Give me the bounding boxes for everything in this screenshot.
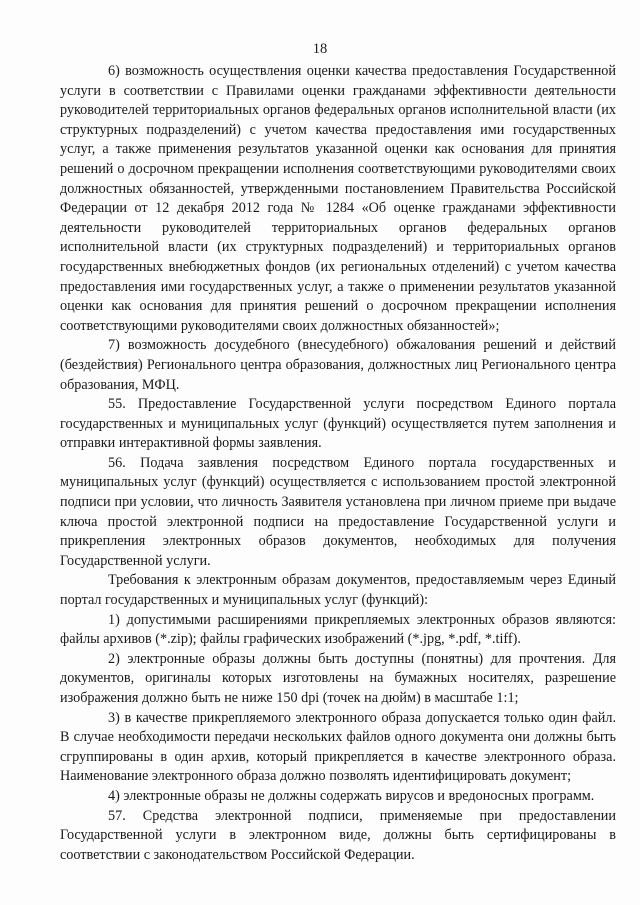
paragraph-requirement-2: 2) электронные образы должны быть доступны (понятны) для прочтения. Для документов, оригиналы которых изготовлены на бумажных носителях, разрешение изображения должно быть не ниже 150 dpi (точек на дюйм) в масштабе 1:1; — [60, 650, 616, 706]
paragraph-requirements-intro: Требования к электронным образам документов, предоставляемым через Единый портал государственных и муниципальных услуг (функций): — [60, 572, 616, 609]
page-number: 18 — [312, 41, 328, 57]
paragraph-clause-57: 57. Средства электронной подписи, применяемые при предоставлении Государственной услуги в электронном виде, должны быть сертифицированы в соответствии с законодательством Российской Федерации. — [60, 807, 616, 863]
paragraph-requirement-4: 4) электронные образы не должны содержать вирусов и вредоносных программ. — [108, 787, 595, 804]
paragraph-clause-55: 55. Предоставление Государственной услуги посредством Единого портала государственных и муниципальных услуг (функций) осуществляется путем заполнения и отправки интерактивной формы заявления. — [60, 396, 616, 452]
paragraph-item-7: 7) возможность досудебного (внесудебного) обжалования решений и действий (бездействия) Регионального центра образования, должностных лиц Регионального центра образования, МФЦ. — [60, 337, 616, 393]
paragraph-requirement-3: 3) в качестве прикрепляемого электронного образа допускается только один файл. В случае необходимости передачи нескольких файлов одного документа они должны быть сгруппированы в один архив, который прикрепляется в качестве электронного образа. Наименование электронного образа должно позволять идентифицировать документ; — [60, 709, 616, 785]
paragraph-requirement-1: 1) допустимыми расширениями прикрепляемых электронных образов являются: файлы архивов (*.zip); файлы графических изображений (*.jpg, *.pdf, *.tiff). — [60, 611, 616, 648]
paragraph-item-6: 6) возможность осуществления оценки качества предоставления Государственной услуги в соответствии с Правилами оценки гражданами эффективности деятельности руководителей территориальных органов федеральных органов исполнительной власти (их структурных подразделений) с учетом качества предоставления ими государственных услуг, а также применения результатов указанной оценки как основания для принятия решений о досрочном прекращении исполнения соответствующими руководителями своих должностных обязанностей, утвержденными постановлением Правительства Российской Федерации от 12 декабря 2012 года № 1284 «Об оценке гражданами эффективности деятельности руководителей территориальных органов федеральных органов исполнительной власти (их структурных подразделений) и территориальных органов государственных внебюджетных фондов (их региональных отделений) с учетом качества предоставления ими государственных услуг, а также о применении результатов указанной оценки как основания для принятия решений о досрочном прекращении исполнения соответствующими руководителями своих должностных обязанностей»; — [60, 63, 616, 334]
paragraph-clause-56: 56. Подача заявления посредством Единого портала государственных и муниципальных услуг (функций) осуществляется с использованием простой электронной подписи при условии, что личность Заявителя установлена при личном приеме при выдаче ключа простой электронной подписи на предоставление Государственной услуги и прикрепления электронных образов документов, необходимых для получения Государственной услуги. — [60, 454, 616, 569]
document-body — [60, 62, 616, 865]
